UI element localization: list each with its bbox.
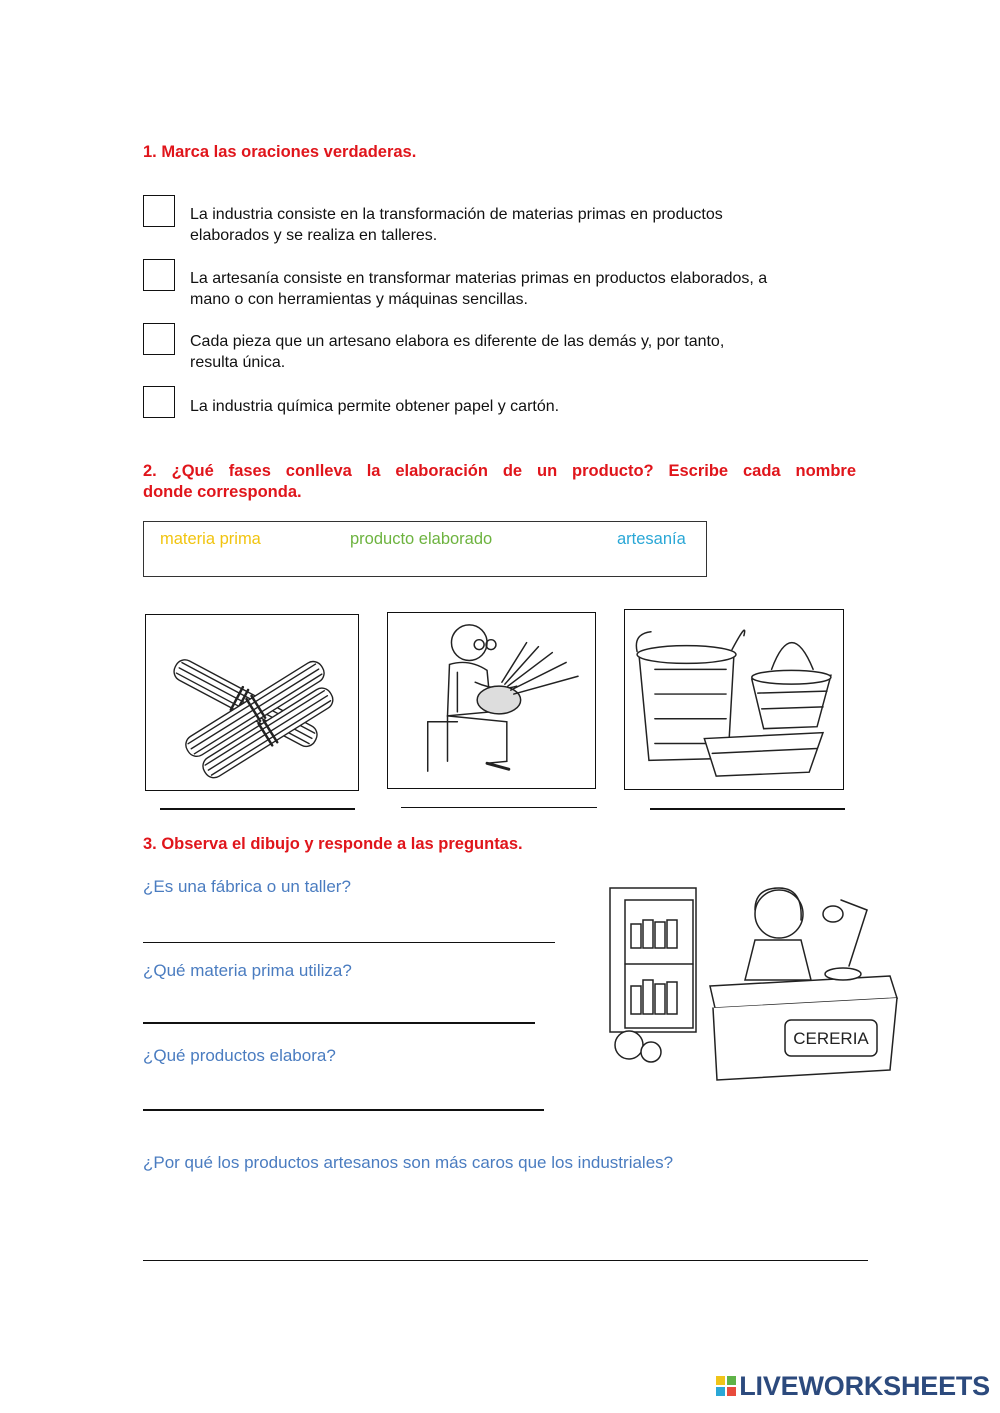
true-false-checkbox-1[interactable] [143,195,175,227]
statement-3 [190,331,724,373]
question-2: ¿Qué materia prima utiliza? [143,961,352,980]
craftsman-weaving-drawing [388,613,595,788]
section1-heading: 1. Marca las oraciones verdaderas. [143,143,417,161]
word-materia-prima[interactable]: materia prima [160,530,261,548]
statement-2 [190,268,767,310]
answer-line-q1[interactable] [143,942,555,943]
answer-line-q4[interactable] [143,1260,868,1261]
statement-4-line1: La industria química permite obtener papel y cartón. [190,398,560,415]
answer-line-image-2[interactable] [401,807,597,808]
cereria-sign-text: CERERIA [793,1029,869,1048]
finished-baskets-drawing [625,610,843,789]
craftsman-weaving-image [387,612,596,789]
question-4: ¿Por qué los productos artesanos son más caros que los industriales? [143,1153,674,1172]
statement-1-line2: elaborados y se realiza en talleres. [190,227,438,244]
wicker-bundles-drawing [146,615,358,790]
logo-mark-icon [716,1376,736,1396]
word-artesania[interactable]: artesanía [617,530,686,548]
section2-heading [143,461,856,503]
candle-workshop-image [605,880,900,1085]
question-1: ¿Es una fábrica o un taller? [143,877,351,896]
statement-2-line1: La artesanía consiste en transformar materias primas en productos elaborados, a [190,270,768,287]
answer-line-q2[interactable] [143,1022,535,1024]
true-false-checkbox-2[interactable] [143,259,175,291]
answer-line-image-1[interactable] [160,808,355,810]
question-3: ¿Qué productos elabora? [143,1046,336,1065]
finished-baskets-image [624,609,844,790]
logo-text: LIVEWORKSHEETS [739,1370,990,1401]
statement-3-line1: Cada pieza que un artesano elabora es diferente de las demás y, por tanto, [190,333,725,350]
word-producto-elaborado[interactable]: producto elaborado [350,530,493,548]
statement-3-line2: resulta única. [190,354,286,371]
true-false-checkbox-3[interactable] [143,323,175,355]
statement-4 [190,396,559,417]
section2-heading-line2: donde corresponda. [143,483,302,501]
section2-heading-line1: 2. ¿Qué fases conlleva la elaboración de un producto? Escribe cada nombre [143,462,856,480]
statement-1-line1: La industria consiste en la transformación de materias primas en productos [190,206,723,223]
word-bank [143,521,707,577]
liveworksheets-logo [716,1371,990,1401]
true-false-checkbox-4[interactable] [143,386,175,418]
answer-line-q3[interactable] [143,1109,544,1111]
wicker-bundles-image [145,614,359,791]
statement-1 [190,204,723,246]
statement-2-line2: mano o con herramientas y máquinas sencillas. [190,291,528,308]
answer-line-image-3[interactable] [650,808,845,810]
section3-heading: 3. Observa el dibujo y responde a las preguntas. [143,835,523,853]
candle-workshop-drawing [605,880,900,1085]
